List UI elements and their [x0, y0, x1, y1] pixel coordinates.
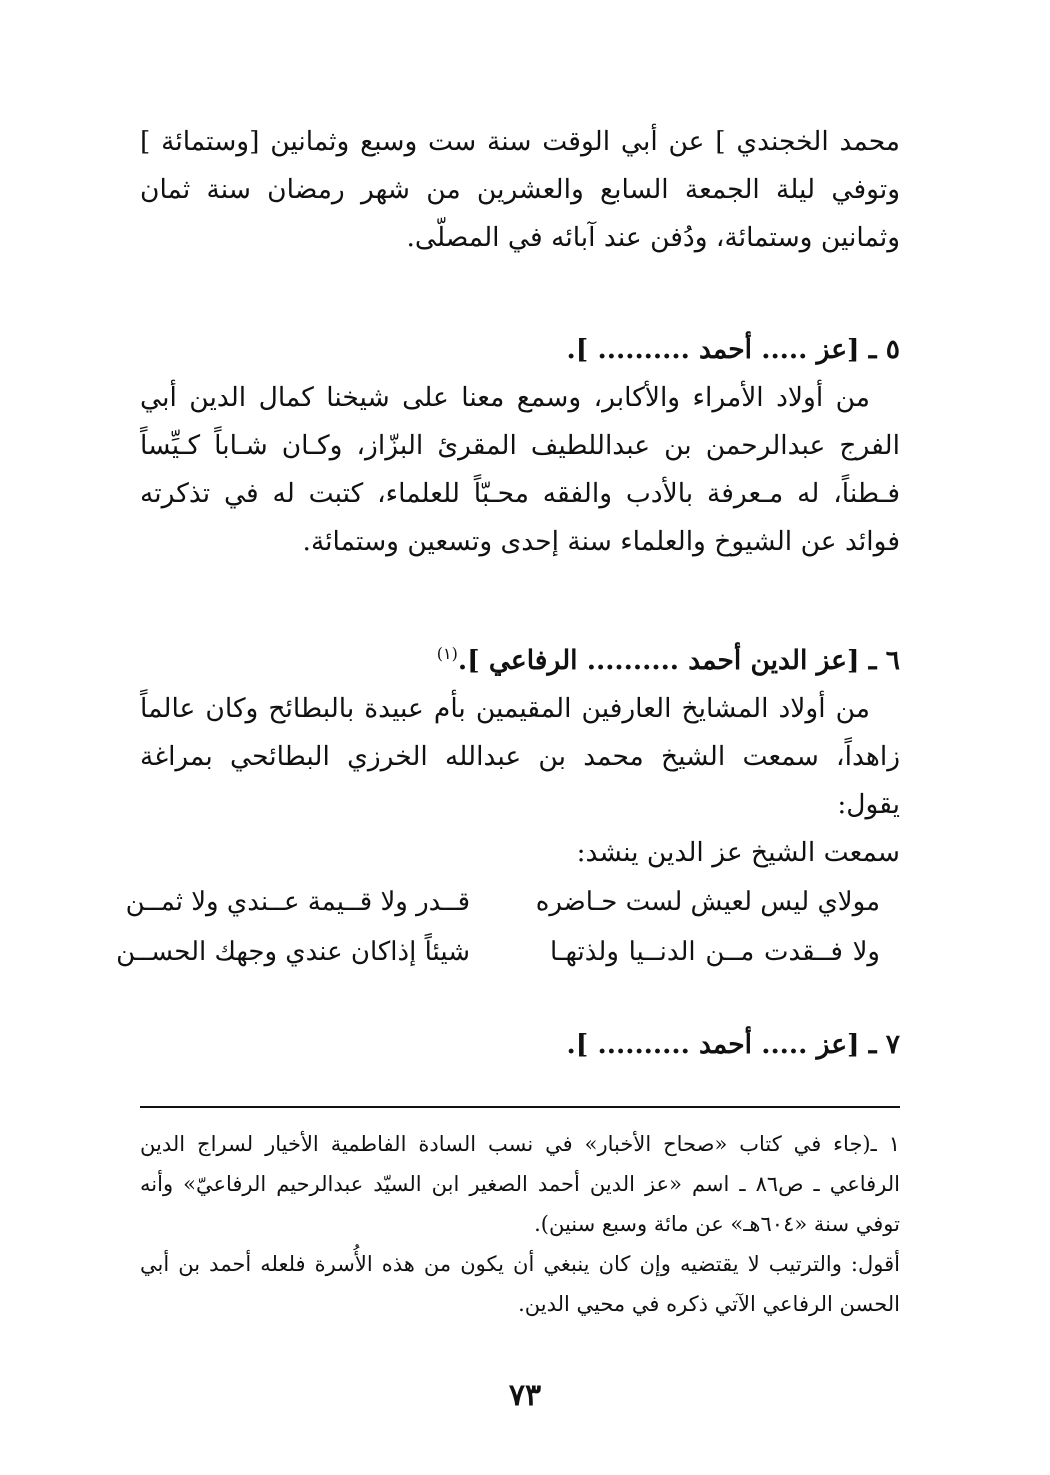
spacer [140, 262, 900, 326]
footnote-reference: (١) [436, 644, 458, 663]
poem-verse [116, 927, 900, 977]
poem-verse [125, 877, 900, 927]
entry-6-verse-intro: سمعت الشيخ عز الدين ينشد: [576, 836, 900, 868]
footnote-1: ١ ـ(جاء في كتاب «صحاح الأخبار» في نسب السادة الفاطمية الأخيار لسراج الدين الرفاعي ـ ص٨٦ ـ اسم «عز الدين أحمد الصغير ابن السيّد عبدالرحيم الرفاعيّ» وأنه توفي سنة «٦٠٤هـ» عن مائة وسبع سنين). [140, 1132, 901, 1236]
footnote-comment: أقول: والترتيب لا يقتضيه وإن كان ينبغي أن يكون من هذه الأُسرة فلعله أحمد بن أبي الحسن الرفاعي الآتي ذكره في محيي الدين. [140, 1252, 900, 1316]
page-number: ٧٣ [508, 1378, 542, 1413]
verse-second-hemistich: شيئاً إذاكان عندي وجهك الحســن [116, 936, 470, 967]
entry-7-heading: ٧ ـ [عز ..... أحمد .......... ]. [566, 1028, 900, 1060]
verse-first-hemistich: مولاي ليس لعيش لست حـاضره [535, 886, 880, 917]
verse-second-hemistich: قــدر ولا قــيمة عــندي ولا ثمــن [125, 886, 470, 917]
verse-first-hemistich: ولا فــقدت مــن الدنــيا ولذتهـا [550, 936, 880, 967]
footnotes [140, 1124, 900, 1324]
intro-paragraph: محمد الخجندي ] عن أبي الوقت سنة ست وسبع وثمانين [وستمائة ] وتوفي ليلة الجمعة السابع والعشرين من شهر رمضان سنة ثمان وثمانين وستمائة، ودُفن عند آبائه في المصلّى. [140, 126, 900, 253]
entry-5-heading: ٥ ـ [عز ..... أحمد .......... ]. [566, 334, 900, 365]
footnote-divider [140, 1106, 900, 1108]
entry-6-heading [140, 630, 900, 685]
entry-6-heading-text: ٦ ـ [عز الدين أحمد .......... الرفاعي ]. [457, 644, 900, 676]
spacer [140, 566, 900, 630]
entry-5-body: من أولاد الأمراء والأكابر، وسمع معنا على شيخنا كمال الدين أبي الفرج عبدالرحمن بن عبداللطيف المقرئ البزّاز، وكـان شـاباً كـيِّساً فـطناً، له مـعرفة بالأدب والفقه محـبّاً للعلماء، كتبت له في تذكرته فوائد عن الشيوخ والعلماء سنة إحدى وتسعين وستمائة. [140, 382, 900, 557]
entry-6-body: من أولاد المشايخ العارفين المقيمين بأم عبيدة بالبطائح وكان عالماً زاهداً، سمعت الشيخ محمد بن عبدالله الخرزي البطائحي بمراغة يقول: [140, 692, 900, 820]
spacer [140, 977, 900, 1021]
